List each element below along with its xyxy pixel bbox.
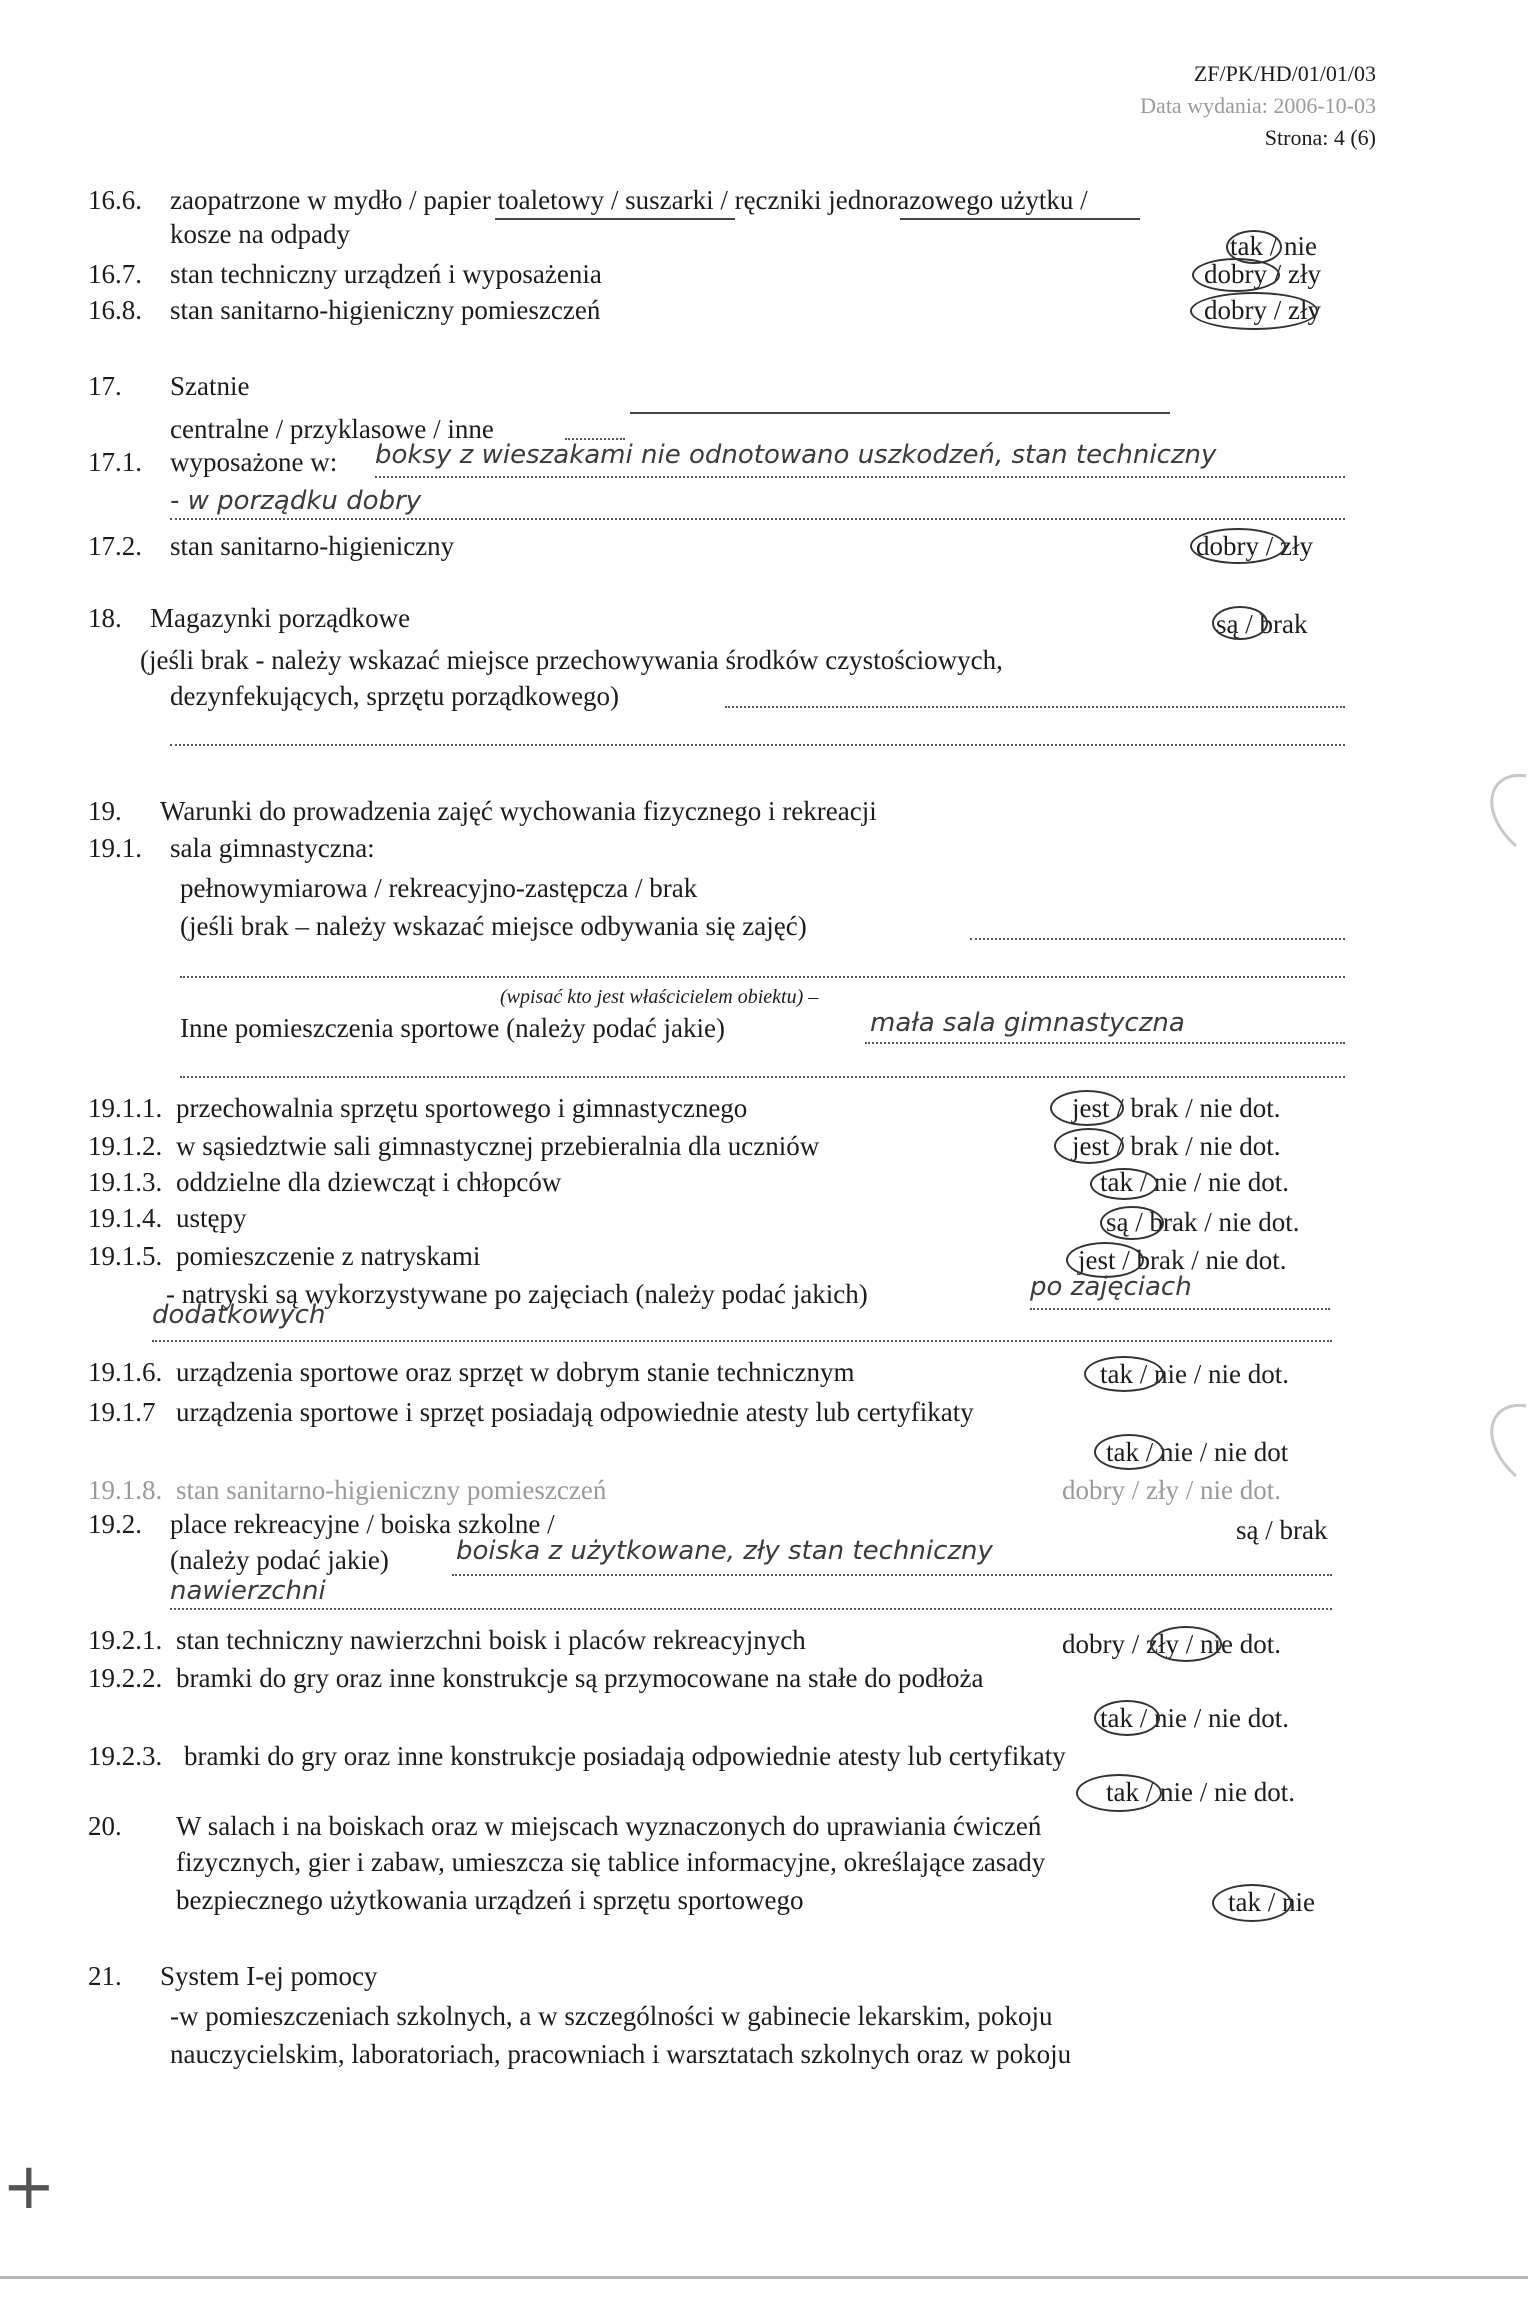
handwritten-answer-19-1-5-cont: dodatkowych xyxy=(152,1300,326,1330)
answer-circle-mark xyxy=(1192,258,1280,292)
item-19-title: Warunki do prowadzenia zajęć wychowania fizycznego i rekreacji xyxy=(160,796,877,826)
answer-circle-mark xyxy=(1100,1206,1164,1240)
item-19-2-1-options: dobry / zły / nie dot. xyxy=(1062,1629,1281,1659)
item-num-19-1-8: 19.1.8. xyxy=(88,1475,163,1505)
item-num-19-1: 19.1. xyxy=(88,833,142,863)
answer-circle-mark xyxy=(1050,1090,1124,1126)
item-num-16-8: 16.8. xyxy=(88,295,142,325)
fill-line xyxy=(170,518,1345,520)
item-num-19-2-2: 19.2.2. xyxy=(88,1663,163,1693)
handwritten-underline xyxy=(495,218,735,220)
handwritten-answer-17-1-cont: - w porządku dobry xyxy=(170,486,422,516)
item-18-line2: (jeśli brak - należy wskazać miejsce przechowywania środków czystościowych, xyxy=(140,645,1003,675)
item-19-2-3-options: tak / nie / nie dot. xyxy=(1106,1777,1295,1807)
item-19-1-6-text: urządzenia sportowe oraz sprzęt w dobrym stanie technicznym xyxy=(176,1357,855,1387)
item-19-1-options: pełnowymiarowa / rekreacyjno-zastępcza / brak xyxy=(180,873,698,903)
punch-hole-mark xyxy=(1440,1400,1528,1480)
handwritten-answer-19-1: mała sala gimnastyczna xyxy=(870,1008,1185,1038)
answer-circle-mark xyxy=(1150,1626,1222,1662)
item-19-2-3-text: bramki do gry oraz inne konstrukcje posiadają odpowiednie atesty lub certyfikaty xyxy=(184,1741,1066,1771)
item-20-line2: fizycznych, gier i zabaw, umieszcza się tablice informacyjne, określające zasady xyxy=(176,1847,1046,1877)
item-19-1-8-options: dobry / zły / nie dot. xyxy=(1062,1475,1281,1505)
item-19-1-4-options: są / brak / nie dot. xyxy=(1106,1207,1300,1237)
answer-circle-mark xyxy=(1076,1774,1162,1812)
item-16-8-text: stan sanitarno-higieniczny pomieszczeń xyxy=(170,295,601,325)
item-19-2-line2: (należy podać jakie) xyxy=(170,1545,389,1575)
item-num-19-2-3: 19.2.3. xyxy=(88,1741,163,1771)
fill-line xyxy=(170,1608,1332,1610)
item-19-2-2-text: bramki do gry oraz inne konstrukcje są przymocowane na stałe do podłoża xyxy=(176,1663,984,1693)
fill-line xyxy=(152,1340,1332,1342)
item-num-16-6: 16.6. xyxy=(88,185,142,215)
fill-line xyxy=(725,706,1345,708)
doc-code: ZF/PK/HD/01/01/03 xyxy=(1193,61,1376,86)
item-num-19-2-1: 19.2.1. xyxy=(88,1625,163,1655)
fill-line xyxy=(170,744,1345,746)
item-19-1-5-text: pomieszczenie z natryskami xyxy=(176,1241,481,1271)
item-19-2-2-options: tak / nie / nie dot. xyxy=(1100,1703,1289,1733)
item-19-1-1-options: jest / brak / nie dot. xyxy=(1072,1093,1281,1123)
item-20-line1: W salach i na boiskach oraz w miejscach wyznaczonych do uprawiania ćwiczeń xyxy=(176,1811,1042,1841)
item-18-options: są / brak xyxy=(1216,609,1308,639)
issue-date: Data wydania: 2006-10-03 xyxy=(1140,93,1376,118)
item-20-options: tak / nie xyxy=(1228,1887,1315,1917)
item-16-6-text: zaopatrzone w mydło / papier toaletowy / suszarki / ręczniki jednorazowego użytku / xyxy=(170,185,1088,215)
fill-line xyxy=(1030,1308,1330,1310)
item-num-21: 21. xyxy=(88,1961,122,1991)
item-num-19-1-4: 19.1.4. xyxy=(88,1203,163,1233)
handwritten-underline xyxy=(630,412,1170,414)
item-19-1-text: sala gimnastyczna: xyxy=(170,833,375,863)
answer-circle-mark xyxy=(1084,1356,1164,1392)
answer-circle-mark xyxy=(1190,528,1286,564)
item-19-2-1-text: stan techniczny nawierzchni boisk i placów rekreacyjnych xyxy=(176,1625,806,1655)
item-19-1-6-options: tak / nie / nie dot. xyxy=(1100,1359,1289,1389)
item-17-2-text: stan sanitarno-higieniczny xyxy=(170,531,455,561)
item-19-1-1-text: przechowalnia sprzętu sportowego i gimnastycznego xyxy=(176,1093,748,1123)
item-17-title: Szatnie xyxy=(170,371,250,401)
item-21-line3: nauczycielskim, laboratoriach, pracowniach i warsztatach szkolnych oraz w pokoju xyxy=(170,2039,1072,2069)
item-21-line2: -w pomieszczeniach szkolnych, a w szczególności w gabinecie lekarskim, pokoju xyxy=(170,2001,1053,2031)
handwritten-answer-17-1: boksy z wieszakami nie odnotowano uszkodzeń, stan techniczny xyxy=(375,440,1217,470)
answer-circle-mark xyxy=(1212,1884,1292,1922)
fill-line xyxy=(375,476,1345,478)
item-19-1-3-text: oddzielne dla dziewcząt i chłopców xyxy=(176,1167,562,1197)
item-num-19-2: 19.2. xyxy=(88,1509,142,1539)
item-19-1-2-text: w sąsiedztwie sali gimnastycznej przebieralnia dla uczniów xyxy=(176,1131,820,1161)
item-19-2-options: są / brak xyxy=(1236,1515,1328,1545)
item-num-19-1-2: 19.1.2. xyxy=(88,1131,163,1161)
punch-hole-mark xyxy=(1440,770,1528,850)
answer-circle-mark xyxy=(1094,1700,1160,1736)
handwritten-answer-19-2-cont: nawierzchni xyxy=(170,1576,326,1606)
item-18-line3: dezynfekujących, sprzętu porządkowego) xyxy=(170,681,620,711)
answer-circle-mark xyxy=(1054,1128,1124,1164)
item-num-19-1-7: 19.1.7 xyxy=(88,1397,156,1427)
item-19-1-2-options: jest / brak / nie dot. xyxy=(1072,1131,1281,1161)
item-17-options: centralne / przyklasowe / inne xyxy=(170,414,494,444)
item-19-1-line4: Inne pomieszczenia sportowe (należy podać jakie) xyxy=(180,1013,725,1043)
item-num-16-7: 16.7. xyxy=(88,259,142,289)
margin-mark: + xyxy=(2,2150,56,2224)
item-num-19-1-3: 19.1.3. xyxy=(88,1167,163,1197)
scan-bottom-edge xyxy=(0,2276,1528,2279)
item-21-title: System I-ej pomocy xyxy=(160,1961,378,1991)
item-19-1-7-options: tak / nie / nie dot xyxy=(1106,1437,1289,1467)
answer-circle-mark xyxy=(1212,606,1268,640)
item-19-1-line3: (jeśli brak – należy wskazać miejsce odbywania się zajęć) xyxy=(180,911,807,941)
item-num-19: 19. xyxy=(88,796,122,826)
handwritten-answer-19-2: boiska z użytkowane, zły stan techniczny xyxy=(456,1536,993,1566)
item-18-title: Magazynki porządkowe xyxy=(150,603,411,633)
fill-line xyxy=(452,1574,1332,1576)
item-num-19-1-6: 19.1.6. xyxy=(88,1357,163,1387)
handwritten-underline xyxy=(900,218,1140,220)
answer-circle-mark xyxy=(1094,1434,1164,1470)
fill-line xyxy=(180,976,1345,978)
item-16-6-line2: kosze na odpady xyxy=(170,219,350,249)
item-num-19-1-5: 19.1.5. xyxy=(88,1241,163,1271)
item-num-17-1: 17.1. xyxy=(88,447,142,477)
item-19-2-text: place rekreacyjne / boiska szkolne / xyxy=(170,1509,555,1539)
item-num-19-1-1: 19.1.1. xyxy=(88,1093,163,1123)
item-num-18: 18. xyxy=(88,603,122,633)
item-19-1-5-options: jest / brak / nie dot. xyxy=(1078,1245,1287,1275)
item-16-7-text: stan techniczny urządzeń i wyposażenia xyxy=(170,259,602,289)
item-19-1-5-line2: - natryski są wykorzystywane po zajęciach (należy podać jakich) xyxy=(166,1279,868,1309)
item-19-1-7-text: urządzenia sportowe i sprzęt posiadają odpowiednie atesty lub certyfikaty xyxy=(176,1397,974,1427)
item-19-1-3-options: tak / nie / nie dot. xyxy=(1100,1167,1289,1197)
item-19-1-note: (wpisać kto jest właścicielem obiektu) – xyxy=(500,986,819,1008)
item-19-1-8-text: stan sanitarno-higieniczny pomieszczeń xyxy=(176,1475,607,1505)
fill-line xyxy=(865,1042,1345,1044)
answer-circle-mark xyxy=(1190,292,1318,330)
item-16-8-options: dobry / zły xyxy=(1204,295,1321,325)
item-num-17: 17. xyxy=(88,371,122,401)
answer-circle-mark xyxy=(1090,1168,1158,1200)
item-17-2-options: dobry / zły xyxy=(1196,531,1313,561)
item-17-1-text: wyposażone w: xyxy=(170,447,338,477)
fill-line xyxy=(180,1076,1345,1078)
item-19-1-4-text: ustępy xyxy=(176,1203,247,1233)
item-num-20: 20. xyxy=(88,1811,122,1841)
page-number: Strona: 4 (6) xyxy=(1264,125,1376,150)
item-16-7-options: dobry / zły xyxy=(1204,259,1321,289)
item-num-17-2: 17.2. xyxy=(88,531,142,561)
item-20-line3: bezpiecznego użytkowania urządzeń i sprzętu sportowego xyxy=(176,1885,804,1915)
fill-line xyxy=(970,938,1345,940)
item-16-6-options: tak / nie xyxy=(1230,231,1317,261)
handwritten-answer-19-1-5: po zajęciach xyxy=(1030,1272,1192,1302)
